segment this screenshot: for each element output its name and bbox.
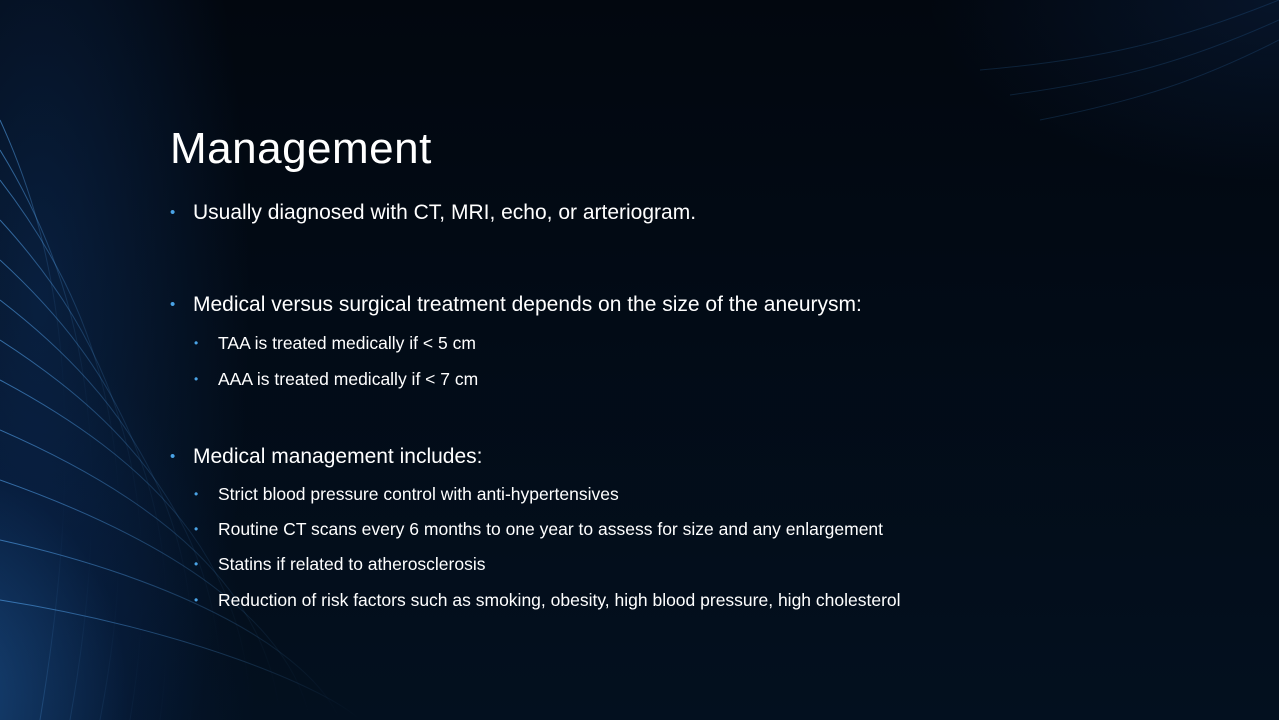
bullet-text: Routine CT scans every 6 months to one year to assess for size and any enlargement [218,519,884,539]
bullet-icon: • [170,204,176,221]
sub-bullet-item [194,519,883,540]
bullet-text: Statins if related to atherosclerosis [218,554,486,574]
sub-bullet-item [194,554,486,575]
slide-title: Management [170,124,432,173]
sub-bullet-item [194,333,476,354]
bullet-icon: • [194,522,199,536]
bullet-icon: • [194,557,199,571]
bullet-text: AAA is treated medically if < 7 cm [218,369,479,389]
bullet-text: Usually diagnosed with CT, MRI, echo, or arteriogram. [193,201,697,224]
bullet-text: Reduction of risk factors such as smoking, obesity, high blood pressure, high cholesterol [218,590,901,610]
bullet-text: Medical versus surgical treatment depends on the size of the aneurysm: [193,293,862,316]
sub-bullet-item [194,590,901,611]
sub-bullet-item [194,369,478,390]
bullet-icon: • [194,336,199,350]
bullet-item [170,293,862,317]
bullet-icon: • [194,593,199,607]
bullet-text: Strict blood pressure control with anti-hypertensives [218,484,619,504]
bullet-text: Medical management includes: [193,445,483,468]
bullet-icon: • [194,487,199,501]
bullet-icon: • [170,296,176,313]
bullet-icon: • [170,448,176,465]
sub-bullet-item [194,484,619,505]
bullet-text: TAA is treated medically if < 5 cm [218,333,476,353]
bullet-icon: • [194,372,199,386]
bullet-item [170,201,696,225]
bullet-item [170,445,483,469]
